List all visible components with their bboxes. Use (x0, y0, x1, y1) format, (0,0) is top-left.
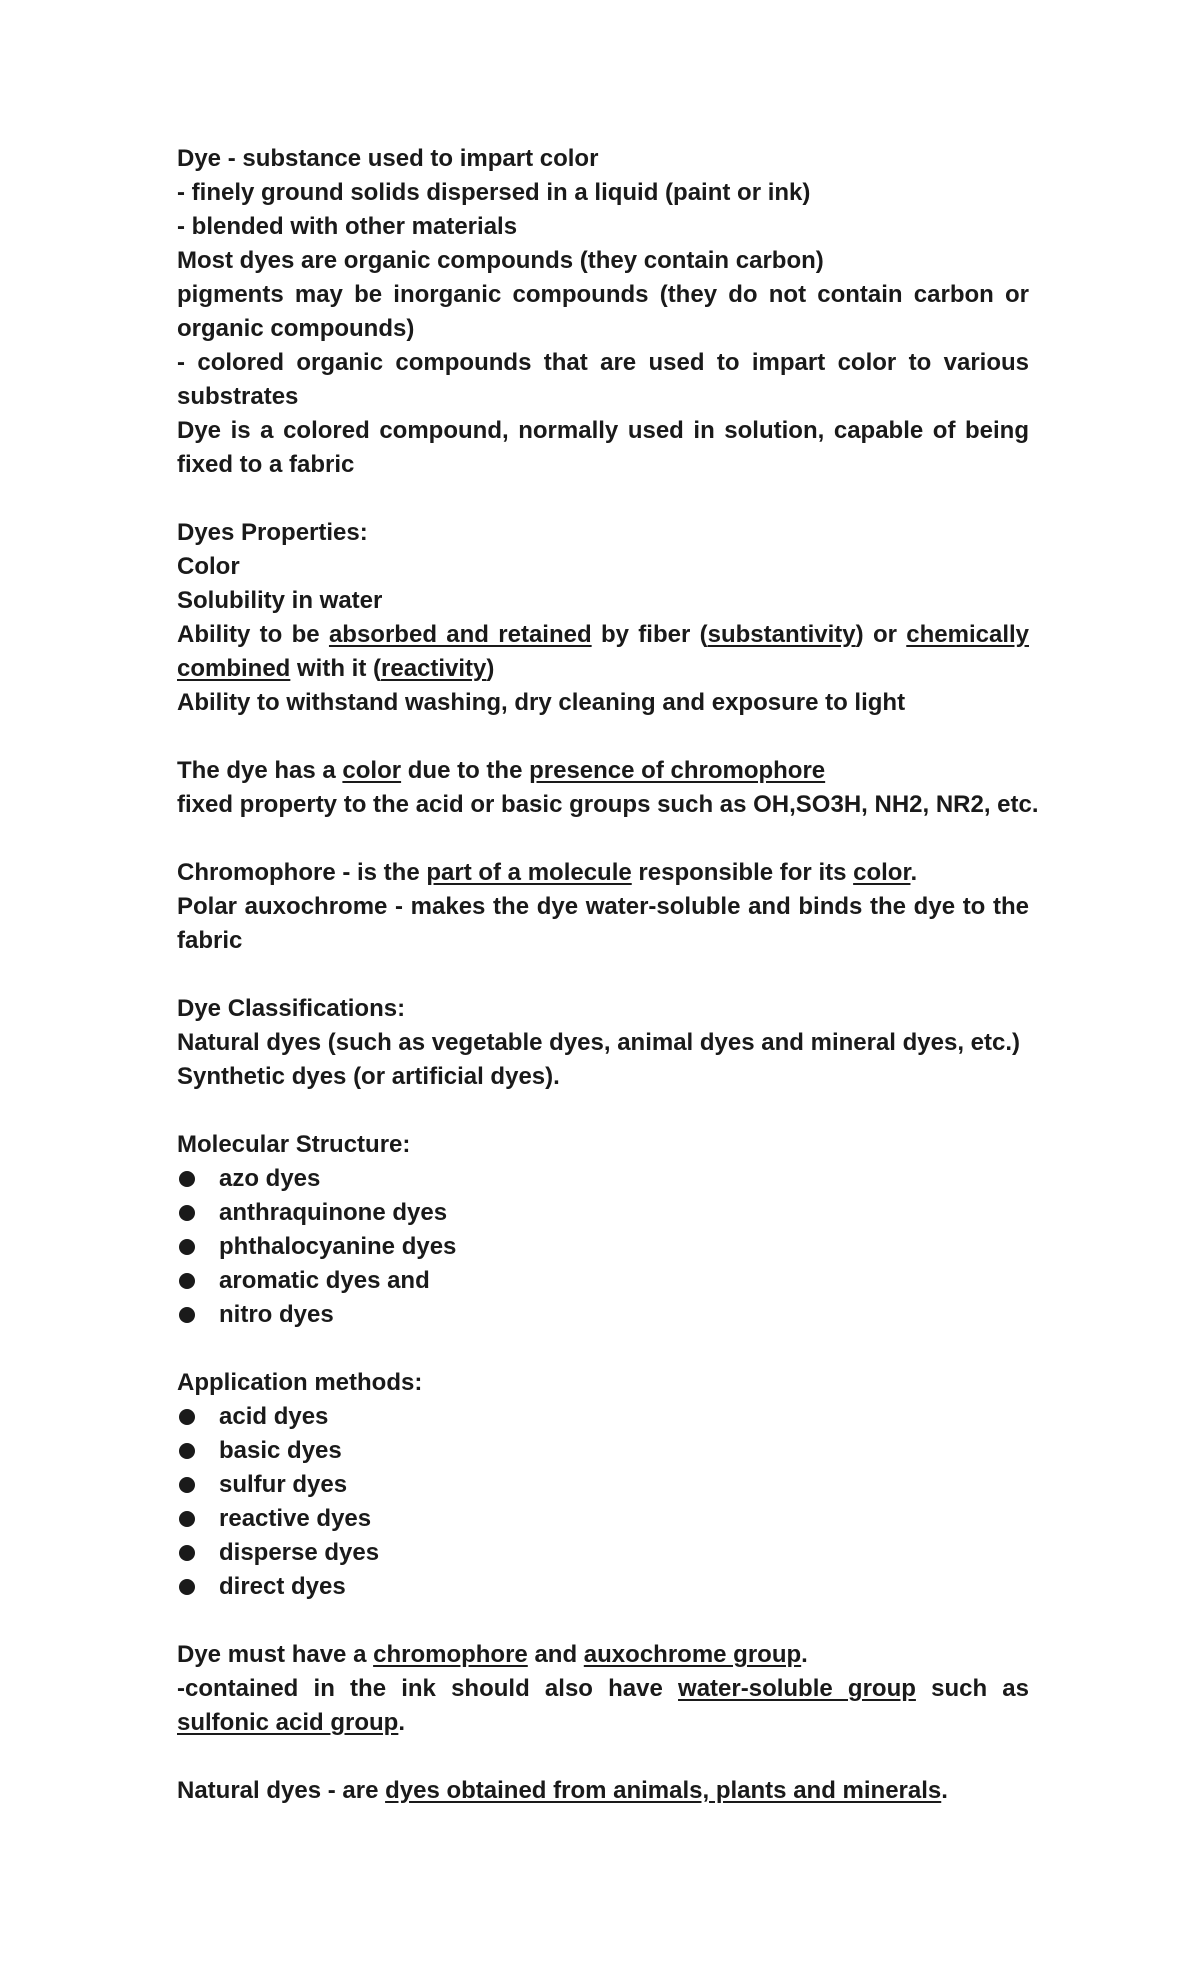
property-withstand: Ability to withstand washing, dry cleaning and exposure to light (177, 689, 906, 716)
bullet-icon (179, 1239, 195, 1255)
list-item (177, 1196, 1029, 1230)
bullet-icon (179, 1511, 195, 1527)
bullet-icon (179, 1205, 195, 1221)
requirement-line-3 (177, 1706, 1029, 1740)
list-item (177, 1264, 1029, 1298)
bullet-icon (179, 1307, 195, 1323)
intro-line-6: organic compounds) (177, 315, 415, 342)
requirement-line-1 (177, 1638, 1029, 1672)
list-item (177, 1536, 1029, 1570)
list-item-label: direct dyes (219, 1573, 346, 1600)
text-fragment: ) or (855, 621, 907, 648)
text-fragment: Chromophore - is the (177, 859, 427, 886)
underlined-term: chromophore (373, 1641, 528, 1668)
list-item (177, 1298, 1029, 1332)
intro-line-8: substrates (177, 383, 299, 410)
property-color: Color (177, 553, 240, 580)
text-fragment: and (527, 1641, 584, 1668)
list-item (177, 1162, 1029, 1196)
list-item (177, 1502, 1029, 1536)
intro-line-2: - finely ground solids dispersed in a liquid (paint or ink) (177, 179, 811, 206)
text-fragment: such as (915, 1675, 1029, 1702)
property-ability-line-2 (177, 652, 1029, 686)
color-origin-line (177, 754, 1029, 788)
bullet-icon (179, 1443, 195, 1459)
auxochrome-line-2: fabric (177, 927, 243, 954)
list-item-label: reactive dyes (219, 1505, 372, 1532)
requirement-line-2 (177, 1672, 1029, 1706)
underlined-term: part of a molecule (426, 859, 632, 886)
list-item-label: nitro dyes (219, 1301, 334, 1328)
text-fragment: ) (486, 655, 495, 682)
spacer (177, 482, 1029, 516)
text-fragment: . (398, 1709, 406, 1736)
text-fragment: . (801, 1641, 808, 1668)
text-fragment: . (941, 1777, 948, 1804)
classification-natural: Natural dyes (such as vegetable dyes, animal dyes and mineral dyes, etc.) (177, 1029, 1021, 1056)
underlined-term: sulfonic acid group (177, 1709, 399, 1736)
intro-line-3: - blended with other materials (177, 213, 518, 240)
list-item-label: acid dyes (219, 1403, 329, 1430)
underlined-term: chemically (906, 621, 1030, 648)
spacer (177, 720, 1029, 754)
bullet-icon (179, 1171, 195, 1187)
list-item-label: basic dyes (219, 1437, 342, 1464)
underlined-term: color (342, 757, 402, 784)
classifications-heading: Dye Classifications: (177, 995, 406, 1022)
text-fragment: Dye must have a (177, 1641, 374, 1668)
natural-dyes-definition (177, 1774, 1029, 1808)
spacer (177, 1604, 1029, 1638)
intro-line-5: pigments may be inorganic compounds (they do not contain carbon or (177, 281, 1029, 308)
list-item-label: phthalocyanine dyes (219, 1233, 457, 1260)
list-item-label: sulfur dyes (219, 1471, 348, 1498)
text-fragment: -contained in the ink should also have (177, 1675, 679, 1702)
document-body (177, 142, 1039, 1808)
underlined-term: dyes obtained from animals, plants and minerals (385, 1777, 942, 1804)
spacer (177, 822, 1029, 856)
underlined-term: color (853, 859, 911, 886)
intro-line-1: Dye - substance used to impart color (177, 145, 599, 172)
list-item-label: aromatic dyes and (219, 1267, 430, 1294)
list-item-label: disperse dyes (219, 1539, 380, 1566)
property-ability-line-1 (177, 618, 1029, 652)
molecular-heading: Molecular Structure: (177, 1131, 411, 1158)
list-item (177, 1400, 1029, 1434)
text-fragment: with it ( (290, 655, 381, 682)
application-list (177, 1400, 1029, 1604)
list-item (177, 1468, 1029, 1502)
list-item-label: anthraquinone dyes (219, 1199, 448, 1226)
intro-line-9: Dye is a colored compound, normally used in solution, capable of being (177, 417, 1029, 444)
text-fragment: The dye has a (177, 757, 343, 784)
text-fragment: . (910, 859, 918, 886)
intro-line-10: fixed to a fabric (177, 451, 355, 478)
classification-synthetic: Synthetic dyes (or artificial dyes). (177, 1063, 560, 1090)
spacer (177, 1094, 1029, 1128)
list-item (177, 1570, 1029, 1604)
underlined-term: reactivity (381, 655, 487, 682)
bullet-icon (179, 1579, 195, 1595)
property-solubility: Solubility in water (177, 587, 383, 614)
intro-line-7: - colored organic compounds that are used to impart color to various (177, 349, 1029, 376)
bullet-icon (179, 1409, 195, 1425)
text-fragment: Ability to be (177, 621, 329, 648)
intro-line-4: Most dyes are organic compounds (they contain carbon) (177, 247, 824, 274)
text-fragment: Natural dyes - are (177, 1777, 386, 1804)
spacer (177, 1332, 1029, 1366)
chromophore-definition (177, 856, 1029, 890)
underlined-term: presence of chromophore (529, 757, 826, 784)
spacer (177, 958, 1029, 992)
bullet-icon (179, 1477, 195, 1493)
molecular-list (177, 1162, 1029, 1332)
properties-heading: Dyes Properties: (177, 519, 368, 546)
underlined-term: auxochrome group (583, 1641, 802, 1668)
underlined-term: absorbed and retained (328, 621, 592, 648)
bullet-icon (179, 1545, 195, 1561)
text-fragment: due to the (401, 757, 530, 784)
auxochrome-line-1: Polar auxochrome - makes the dye water-soluble and binds the dye to the (177, 893, 1029, 920)
list-item-label: azo dyes (219, 1165, 321, 1192)
list-item (177, 1230, 1029, 1264)
underlined-term: combined (177, 655, 291, 682)
list-item (177, 1434, 1029, 1468)
text-fragment: responsible for its (631, 859, 854, 886)
fixed-property-line: fixed property to the acid or basic groups such as OH,SO3H, NH2, NR2, etc. (177, 791, 1039, 818)
application-heading: Application methods: (177, 1369, 423, 1396)
spacer (177, 1740, 1029, 1774)
underlined-term: substantivity (707, 621, 856, 648)
underlined-term: water-soluble group (678, 1675, 916, 1702)
bullet-icon (179, 1273, 195, 1289)
text-fragment: by fiber ( (591, 621, 708, 648)
